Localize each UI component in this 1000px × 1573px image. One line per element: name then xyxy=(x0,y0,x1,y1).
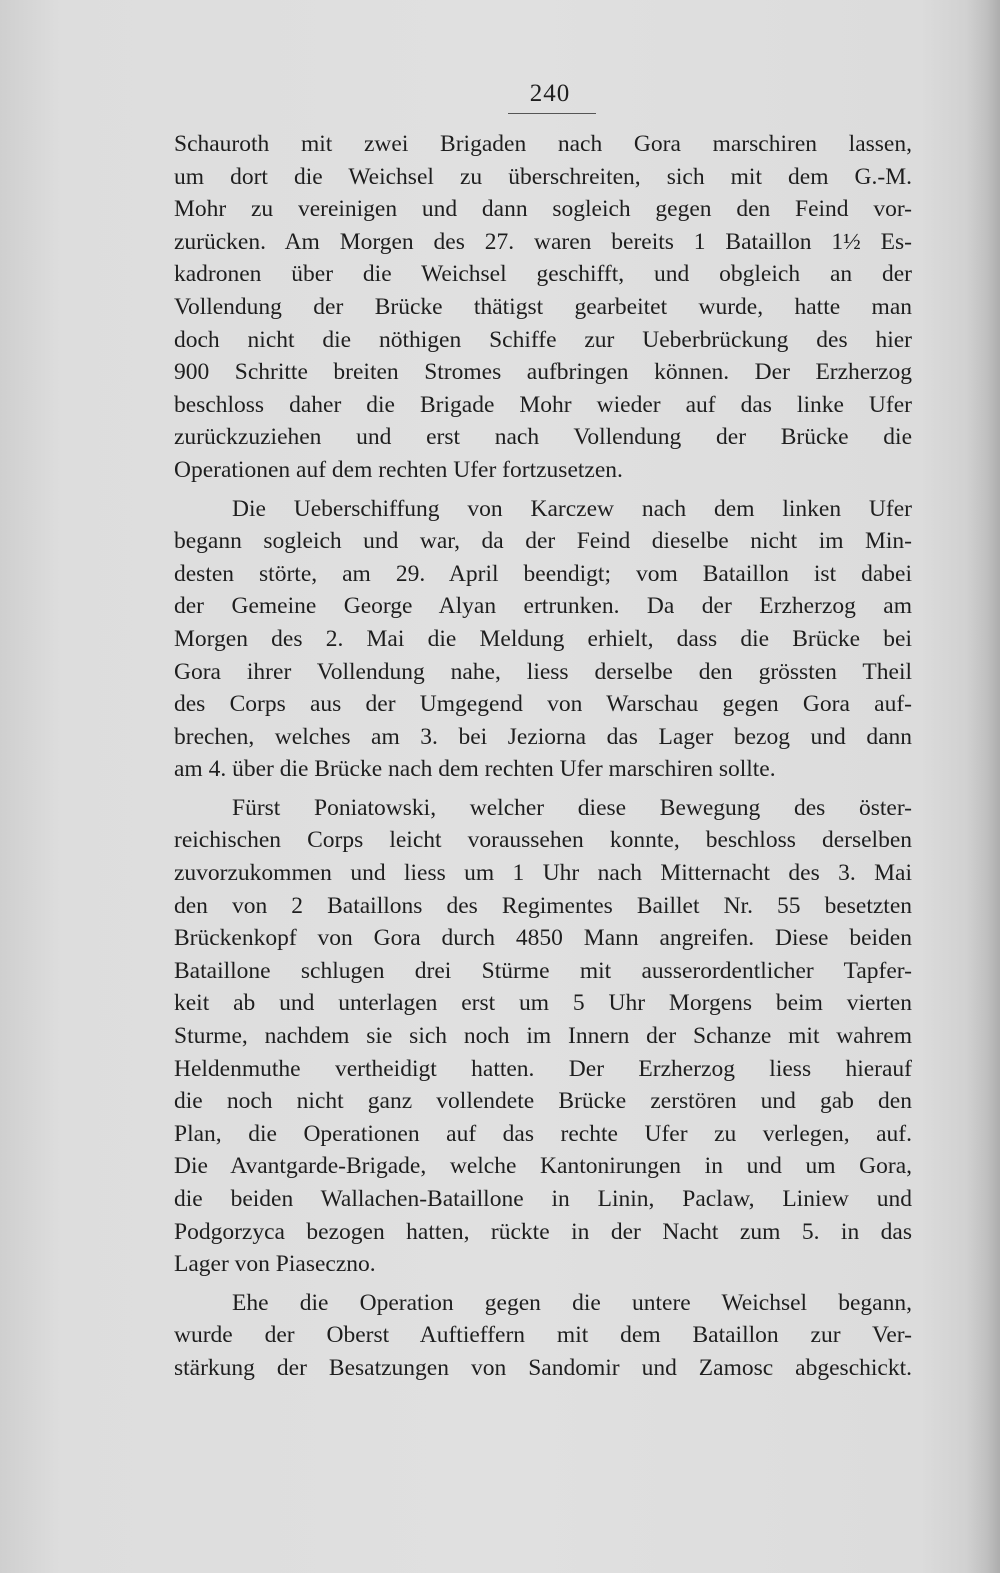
text-line: reichischen Corps leicht voraussehen konnte, beschloss derselben xyxy=(174,827,912,854)
text-line: zuvorzukommen und liess um 1 Uhr nach Mitternacht des 3. Mai xyxy=(174,860,912,887)
page-number: 240 xyxy=(529,80,571,107)
text-line: Brückenkopf von Gora durch 4850 Mann angreifen. Diese beiden xyxy=(174,925,912,952)
text-line: stärkung der Besatzungen von Sandomir und Zamosc abgeschickt. xyxy=(174,1354,912,1381)
text-line: zurücken. Am Morgen des 27. waren bereits 1 Bataillon 1½ Es- xyxy=(174,228,912,255)
text-line: Die Avantgarde-Brigade, welche Kantonirungen in und um Gora, xyxy=(174,1153,912,1180)
text-line: Podgorzyca bezogen hatten, rückte in der Nacht zum 5. in das xyxy=(174,1218,912,1245)
text-line: der Gemeine George Alyan ertrunken. Da der Erzherzog am xyxy=(174,593,912,620)
text-line: die beiden Wallachen-Bataillone in Linin, Paclaw, Liniew und xyxy=(174,1186,912,1212)
text-line: kadronen über die Weichsel geschifft, und obgleich an der xyxy=(174,261,912,288)
body-text xyxy=(174,128,912,1385)
page-number-rule xyxy=(508,113,596,114)
text-line: Die Ueberschiffung von Karczew nach dem linken Ufer xyxy=(232,495,912,522)
text-line: brechen, welches am 3. bei Jeziorna das Lager bezog und dann xyxy=(174,723,912,750)
text-line: Sturme, nachdem sie sich noch im Innern der Schanze mit wahrem xyxy=(174,1023,912,1050)
text-line: 900 Schritte breiten Stromes aufbringen können. Der Erzherzog xyxy=(174,359,912,386)
text-line: die noch nicht ganz vollendete Brücke zerstören und gab den xyxy=(174,1088,912,1115)
text-line: wurde der Oberst Auftieffern mit dem Bataillon zur Ver- xyxy=(174,1322,912,1349)
text-line: keit ab und unterlagen erst um 5 Uhr Morgens beim vierten xyxy=(174,990,912,1017)
text-line: Schauroth mit zwei Brigaden nach Gora marschiren lassen, xyxy=(174,131,912,157)
text-line: beschloss daher die Brigade Mohr wieder auf das linke Ufer xyxy=(174,391,912,418)
text-line: zurückzuziehen und erst nach Vollendung der Brücke die xyxy=(174,424,912,451)
text-line: Ehe die Operation gegen die untere Weichsel begann, xyxy=(232,1289,912,1316)
text-line: Mohr zu vereinigen und dann sogleich gegen den Feind vor- xyxy=(174,196,912,223)
text-line: Heldenmuthe vertheidigt hatten. Der Erzherzog liess hierauf xyxy=(174,1055,912,1082)
text-line: desten störte, am 29. April beendigt; vom Bataillon ist dabei xyxy=(174,560,912,587)
text-line: Gora ihrer Vollendung nahe, liess derselbe den grössten Theil xyxy=(174,658,912,685)
text-line: Bataillone schlugen drei Stürme mit ausserordentlicher Tapfer- xyxy=(174,957,912,984)
text-line: des Corps aus der Umgegend von Warschau gegen Gora auf- xyxy=(174,691,912,718)
text-line: doch nicht die nöthigen Schiffe zur Ueberbrückung des hier xyxy=(174,326,912,353)
text-line: um dort die Weichsel zu überschreiten, sich mit dem G.-M. xyxy=(174,163,912,190)
text-line: Plan, die Operationen auf das rechte Ufer zu verlegen, auf. xyxy=(174,1120,912,1147)
text-line: begann sogleich und war, da der Feind dieselbe nicht im Min- xyxy=(174,528,912,555)
text-line: am 4. über die Brücke nach dem rechten Ufer marschiren sollte. xyxy=(174,756,776,783)
text-line: den von 2 Bataillons des Regimentes Baillet Nr. 55 besetzten xyxy=(174,892,912,919)
page-edge-shadow xyxy=(966,0,1000,1573)
text-line: Fürst Poniatowski, welcher diese Bewegung des öster- xyxy=(232,794,912,821)
text-line: Morgen des 2. Mai die Meldung erhielt, dass die Brücke bei xyxy=(174,625,912,652)
text-line: Lager von Piaseczno. xyxy=(174,1251,376,1278)
text-line: Vollendung der Brücke thätigst gearbeitet wurde, hatte man xyxy=(174,293,912,320)
text-line: Operationen auf dem rechten Ufer fortzusetzen. xyxy=(174,456,623,483)
